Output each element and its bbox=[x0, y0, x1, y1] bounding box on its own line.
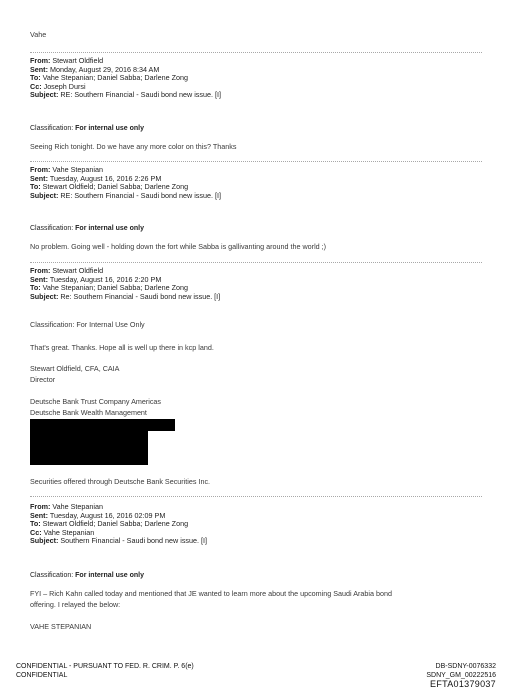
email-4-classification: Classification: For internal use only bbox=[30, 572, 144, 579]
to-line: To: Stewart Oldfield; Daniel Sabba; Darlene Zong bbox=[30, 182, 189, 192]
separator-line bbox=[30, 52, 482, 53]
email-1-classification: Classification: For internal use only bbox=[30, 125, 144, 132]
signature-name: Stewart Oldfield, CFA, CAIA bbox=[30, 364, 120, 373]
subject-line: Subject: Southern Financial - Saudi bond new issue. [I] bbox=[30, 536, 207, 546]
email-3-header bbox=[30, 267, 220, 301]
email-3-classification: Classification: For Internal Use Only bbox=[30, 320, 145, 329]
redaction-block bbox=[30, 419, 175, 431]
from-line: From: Vahe Stepanian bbox=[30, 165, 103, 174]
footer-confidential-label: CONFIDENTIAL bbox=[16, 672, 68, 679]
from-line: From: Stewart Oldfield bbox=[30, 56, 104, 65]
footer-confidential bbox=[16, 662, 194, 680]
subject-line: Subject: RE: Southern Financial - Saudi bond new issue. [I] bbox=[30, 90, 221, 100]
sent-line: Sent: Tuesday, August 16, 2016 2:26 PM bbox=[30, 173, 162, 183]
email-2-body: No problem. Going well - holding down the fort while Sabba is gallivanting around the world ;) bbox=[30, 242, 327, 251]
email-4-signature: VAHE STEPANIAN bbox=[30, 622, 92, 631]
recipient-name: Vahe bbox=[30, 30, 47, 39]
to-line: To: Vahe Stepanian; Daniel Sabba; Darlene Zong bbox=[30, 283, 188, 293]
sent-line: Sent: Monday, August 29, 2016 8:34 AM bbox=[30, 64, 160, 74]
email-1-header bbox=[30, 57, 221, 100]
email-1-body: Seeing Rich tonight. Do we have any more color on this? Thanks bbox=[30, 142, 237, 151]
from-line: From: Stewart Oldfield bbox=[30, 266, 104, 275]
signature-title: Director bbox=[30, 375, 56, 384]
email-2-header bbox=[30, 166, 221, 200]
separator-line bbox=[30, 496, 482, 497]
redaction-block bbox=[30, 431, 148, 465]
email-3-body: That's great. Thanks. Hope all is well up there in kcp land. bbox=[30, 343, 214, 352]
email-4-body-line-1: FYI – Rich Kahn called today and mentioned that JE wanted to learn more about the upcoming Saudi Arabia bond bbox=[30, 589, 393, 598]
bates-sdny-number: SDNY_GM_00222516 bbox=[426, 672, 496, 679]
subject-line: Subject: Re: Southern Financial - Saudi bond new issue. [I] bbox=[30, 291, 221, 301]
email-2-classification: Classification: For internal use only bbox=[30, 225, 144, 232]
from-line: From: Vahe Stepanian bbox=[30, 502, 103, 511]
footer-bates bbox=[426, 662, 496, 689]
email-4-header bbox=[30, 503, 207, 546]
separator-line bbox=[30, 262, 482, 263]
to-line: To: Vahe Stepanian; Daniel Sabba; Darlene Zong bbox=[30, 73, 188, 83]
cc-line: Cc: Vahe Stepanian bbox=[30, 527, 95, 537]
subject-line: Subject: RE: Southern Financial - Saudi bond new issue. [I] bbox=[30, 190, 221, 200]
signature-division: Deutsche Bank Wealth Management bbox=[30, 408, 147, 417]
bates-db-number: DB-SDNY-0076332 bbox=[435, 663, 496, 670]
separator-line bbox=[30, 161, 482, 162]
cc-line: Cc: Joseph Dursi bbox=[30, 81, 86, 91]
sent-line: Sent: Tuesday, August 16, 2016 2:20 PM bbox=[30, 274, 162, 284]
to-line: To: Stewart Oldfield; Daniel Sabba; Darlene Zong bbox=[30, 519, 189, 529]
bates-efta-number: EFTA01379037 bbox=[430, 679, 496, 689]
email-4-body-line-2: offering. I relayed the below: bbox=[30, 600, 121, 609]
securities-note: Securities offered through Deutsche Bank Securities Inc. bbox=[30, 477, 211, 486]
sent-line: Sent: Tuesday, August 16, 2016 02:09 PM bbox=[30, 510, 166, 520]
footer-pursuant: CONFIDENTIAL - PURSUANT TO FED. R. CRIM. P. 6(e) bbox=[16, 663, 194, 670]
signature-company: Deutsche Bank Trust Company Americas bbox=[30, 397, 162, 406]
